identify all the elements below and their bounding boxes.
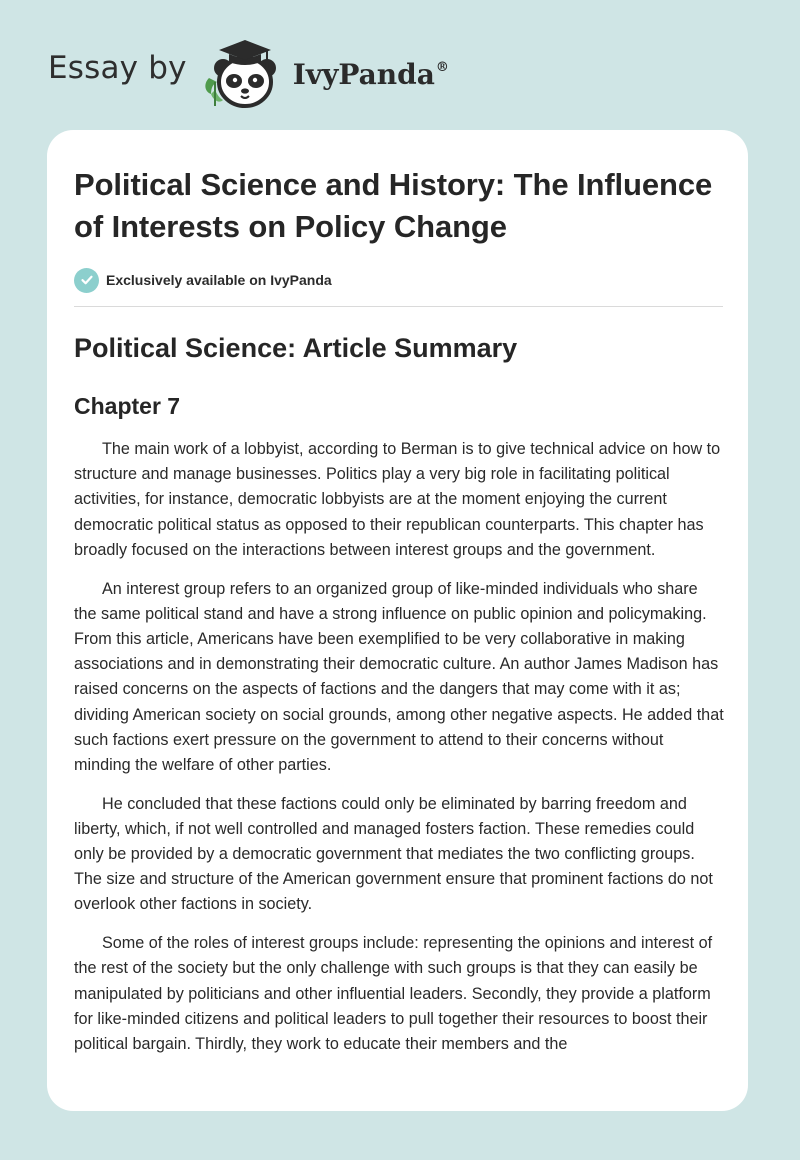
registered-mark: ®: [435, 59, 449, 75]
divider: [74, 306, 723, 307]
panda-graduate-icon: [201, 34, 289, 110]
paragraph: Some of the roles of interest groups include: representing the opinions and interest of the rest of the society but the only challenge with such groups is that they can easily be manipulated by politicians and other influential leaders. Secondly, they provide a platform for like-minded citizens and political leaders to pull together their resources to boost their political bargain. Thirdly, they work to educate their members and the: [74, 934, 713, 1053]
brand-name: IvyPanda®: [292, 57, 449, 91]
paragraph: An interest group refers to an organized group of like-minded individuals who share the same political stand and have a strong influence on public opinion and policymaking. From this article, Americans have been exemplified to be very collaborative in making associations and in demonstrating their democratic culture. An author James Madison has raised concerns on the aspects of factions and the dangers that may come with it as; dividing American society on social grounds, among other negative aspects. He added that such factions exert pressure on the government to attend to their concerns without minding the welfare of other parties.: [74, 579, 724, 774]
section-title: Political Science: Article Summary: [74, 333, 518, 363]
essay-body: [74, 437, 724, 1057]
paragraph: The main work of a lobbyist, according to Berman is to give technical advice on how to structure and manage businesses. Politics play a very big role in facilitating political activities, for instance, democratic lobbyists are at the moment enjoying the current democratic political status as opposed to their republican counterparts. This chapter has broadly focused on the interactions between interest groups and the government.: [74, 440, 721, 559]
essay-card: [47, 130, 748, 1111]
page-title: Political Science and History: The Influence of Interests on Policy Change: [74, 167, 713, 244]
check-circle-icon: [74, 268, 99, 293]
badge-text: Exclusively available on IvyPanda: [106, 272, 332, 288]
chapter-title: Chapter 7: [74, 393, 181, 419]
brand-prefix: Essay by: [48, 50, 187, 86]
brand-header: [48, 32, 449, 112]
paragraph: He concluded that these factions could only be eliminated by barring freedom and liberty, which, if not well controlled and managed fosters faction. These remedies could only be provided by a democratic government that mediates the two conflicting groups. The size and structure of the American government ensure that prominent factions do not overlook other factions in society.: [74, 794, 713, 914]
exclusive-badge: [74, 267, 724, 293]
essay-content: [74, 164, 724, 1071]
